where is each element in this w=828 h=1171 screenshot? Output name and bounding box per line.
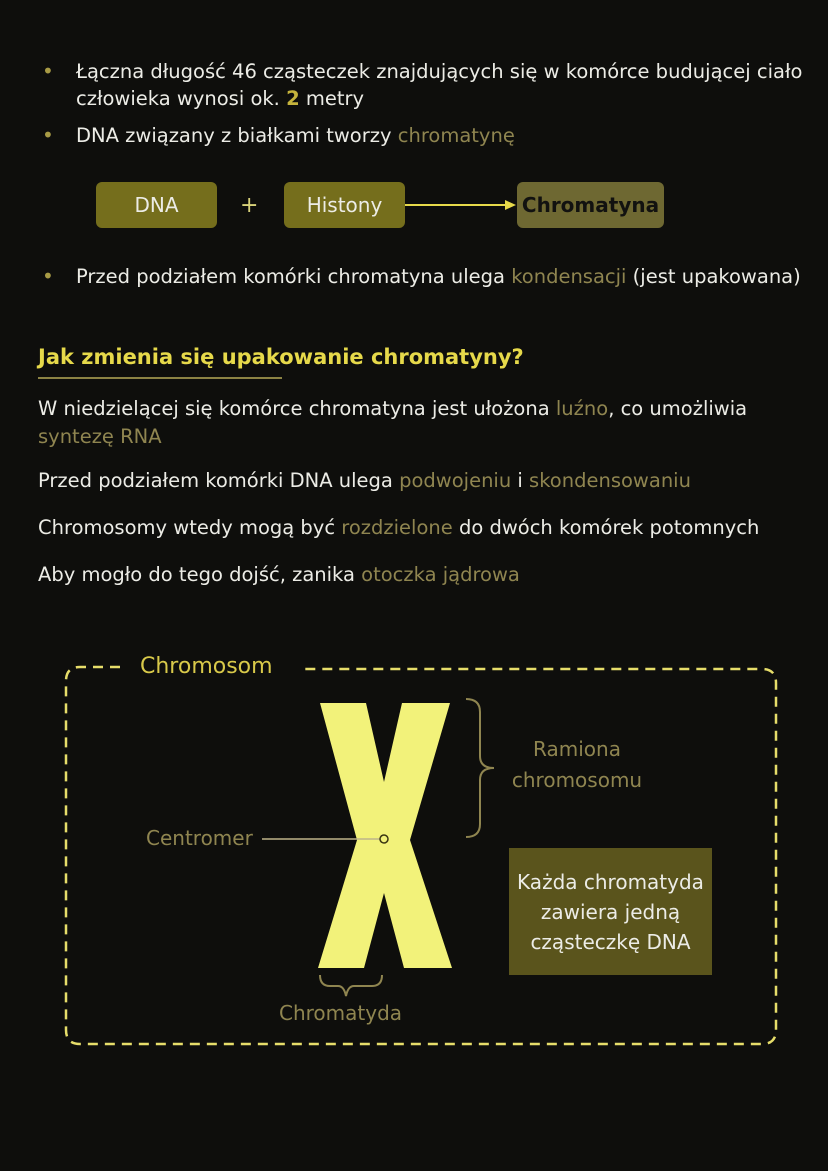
para-highlight: rozdzielone xyxy=(341,516,453,539)
arms-brace-icon xyxy=(466,699,494,837)
flow-arrow-head-icon xyxy=(505,200,516,210)
bullet-item-condensation xyxy=(40,263,828,290)
bullet-text: Łączna długość 46 cząsteczek znajdujących się w komórce budującej ciało człowieka wynosi ok. xyxy=(76,60,803,110)
bullet-dot-icon: • xyxy=(42,59,54,83)
flow-box-histony: Histony xyxy=(284,182,405,228)
bullet-item-length xyxy=(40,58,828,112)
para-text: Przed podziałem komórki DNA ulega xyxy=(38,469,400,492)
label-centromer: Centromer xyxy=(146,826,253,850)
bullet-highlight: chromatynę xyxy=(397,124,515,147)
para-text: , co umożliwia xyxy=(608,397,748,420)
flow-box-chromatyna: Chromatyna xyxy=(517,182,664,228)
plus-sign: + xyxy=(240,193,259,218)
para-text: W niedzielącej się komórce chromatyna jest ułożona xyxy=(38,397,556,420)
diagram-title: Chromosom xyxy=(140,654,273,679)
para-text: i xyxy=(511,469,530,492)
label-chromatyda: Chromatyda xyxy=(279,1001,403,1025)
note-text: Każda chromatyda zawiera jedną cząsteczkę DNA xyxy=(517,869,704,954)
centromer-dot-icon xyxy=(380,835,388,843)
paragraph-loose xyxy=(38,395,808,451)
para-highlight: syntezę RNA xyxy=(38,425,162,448)
para-text: Chromosomy wtedy mogą być xyxy=(38,516,342,539)
para-highlight: luźno xyxy=(555,397,609,420)
paragraph-separation xyxy=(38,514,808,542)
para-text: do dwóch komórek potomnych xyxy=(452,516,760,539)
bullet-text: (jest upakowana) xyxy=(626,265,801,288)
para-highlight: skondensowaniu xyxy=(529,469,691,492)
para-highlight: podwojeniu xyxy=(399,469,512,492)
paragraph-replication xyxy=(38,467,808,495)
bullet-text: Przed podziałem komórki chromatyna ulega xyxy=(76,265,512,288)
para-text: Aby mogło do tego dojść, zanika xyxy=(38,563,362,586)
chromosome-x-icon xyxy=(318,703,452,968)
bullet-text: DNA związany z białkami tworzy xyxy=(76,124,398,147)
flow-box-dna: DNA xyxy=(96,182,217,228)
heading-underline xyxy=(38,377,282,379)
note-box xyxy=(509,848,712,975)
chromatid-brace-icon xyxy=(320,975,382,996)
bullet-item-chromatin xyxy=(40,122,828,149)
bullet-text: metry xyxy=(299,87,365,110)
bullet-dot-icon: • xyxy=(42,123,54,147)
para-highlight: otoczka jądrowa xyxy=(361,563,520,586)
label-ramiona: Ramiona chromosomu xyxy=(511,737,643,792)
paragraph-envelope xyxy=(38,561,808,589)
bullet-dot-icon: • xyxy=(42,264,54,288)
bullet-highlight: kondensacji xyxy=(511,265,627,288)
section-heading: Jak zmienia się upakowanie chromatyny? xyxy=(38,345,524,369)
bullet-number: 2 xyxy=(286,87,300,110)
